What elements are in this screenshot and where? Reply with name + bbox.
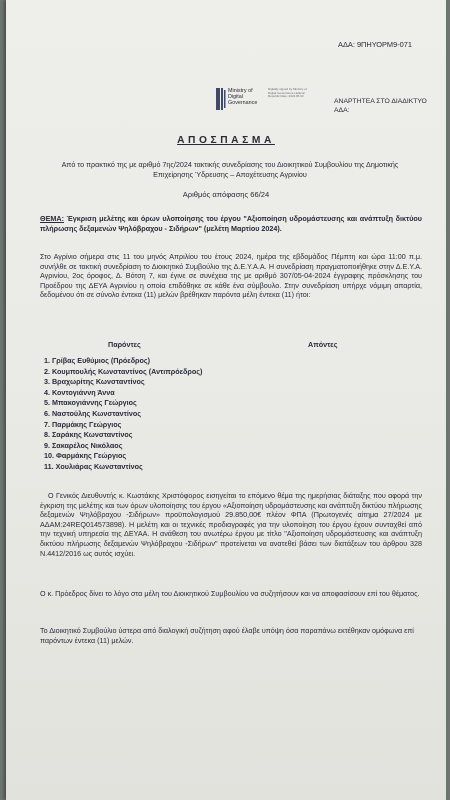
list-item: 1. Γρίβας Ευθύμιος (Πρόεδρος) xyxy=(44,356,151,365)
list-item: 4. Κοντογιάννη Άννα xyxy=(44,387,115,397)
posting-stamp: ΑΝΑΡΤΗΤΕΑ ΣΤΟ ΔΙΑΔΙΚΤΥΟ ΑΔΑ: xyxy=(334,98,427,114)
subject-label: ΘΕΜΑ: xyxy=(40,214,64,223)
absent-header: Απόντες xyxy=(308,340,338,349)
present-members-list xyxy=(44,356,202,473)
document-page xyxy=(6,0,446,800)
ministry-emblem-icon xyxy=(216,88,226,110)
list-item: 9. Σακαρέλος Νικόλαος xyxy=(44,440,123,450)
list-item: 3. Βραχωρίτης Κωνσταντίνος xyxy=(44,377,145,387)
intro-text: Από το πρακτικό της με αριθμό 7ης/2024 τακτικής συνεδρίασης του Διοικητικού Συμβουλίου της Δημοτικής Επιχείρησης Ύδρευσης – Αποχέτευσης Αγρινίου xyxy=(61,160,399,179)
list-item: 2. Κουμπουλής Κωνσταντίνος (Αντιπρόεδρος) xyxy=(44,366,203,376)
list-item: 6. Ναστούλης Κωνσταντίνος xyxy=(44,408,141,418)
decision-paragraph: Το Διοικητικό Συμβούλιο ύστερα από διαλογική συζήτηση αφού έλαβε υπόψη όσα παραπάνω εκτέθηκαν ομόφωνα επί παρόντων έντεκα (11) μελών. xyxy=(40,626,414,645)
subject-line xyxy=(40,214,422,233)
discussion-paragraph: Ο κ. Πρόεδρος δίνει το λόγο στα μέλη του Διοικητικού Συμβουλίου να συζητήσουν και να αποφασίσουν επί του θέματος. xyxy=(40,589,420,598)
list-item: 8. Σαράκης Κωνσταντίνος xyxy=(44,430,133,440)
decision-number: Αριθμός απόφασης 66/24 xyxy=(182,190,270,199)
subject-text: Έγκριση μελέτης και όρων υλοποίησης του έργου "Αξιοποίηση υδρομάστευσης και ανάπτυξη δικτύου πλήρωσης δεξαμενών Ψηλόβραχου - Σιδήρων" (μελέτη Μαρτίου 2024). xyxy=(40,214,422,233)
proposal-paragraph: Ο Γενικός Διευθυντής κ. Κωστάκης Χριστόφορος εισηγείται το επόμενο θέμα της ημερήσιας διάταξης που αφορά την έγκριση της μελέτης και των όρων υλοποίησης του έργου «Αξιοποίηση υδρομάστευσης και ανάπτυξη δικτύου πλήρωσης δεξαμενών Ψηλόβραχου -Σιδήρων» προϋπολογισμού 29.850,00€ πλέον ΦΠΑ (Πρωτογενές αίτημα 27/2024 με ΑΔΑΜ:24REQ014573898). Η μελέτη και οι τεχνικές προδιαγραφές για την υλοποίηση του έργου έχουν συνταχθεί από την τεχνική υπηρεσία της ΔΕΥΑΑ. Η ανάθεση του ανωτέρω έργου με τίτλο "Αξιοποίηση υδρομάστευσης και ανάπτυξη δικτύου πλήρωσης δεξαμενών Ψηλόβραχου -Σιδήρων" προτείνεται να ανατεθεί βάσει των διατάξεων του άρθρου 328 Ν.4412/2016 ως αυτός ισχύει. xyxy=(40,491,422,558)
list-item: 10. Φαρμάκης Γεώργιος xyxy=(44,451,127,461)
document-title: ΑΠΟΣΠΑΣΜΑ xyxy=(177,135,275,146)
ada-code: ΑΔΑ: 9ΠΗΥΟΡΜ9-071 xyxy=(338,40,412,49)
present-header: Παρόντες xyxy=(108,340,141,349)
digital-signature-note: Digitally signed by Ministry of Digital Governance Hellenic Republic Date: 2024.05.03 xyxy=(268,87,307,99)
list-item: 11. Χουλιάρας Κωνσταντίνος xyxy=(44,461,143,471)
list-item: 5. Μπακογιάννης Γεώργιος xyxy=(44,398,137,408)
ministry-name: Ministry of Digital Governance xyxy=(228,88,258,107)
session-paragraph: Στο Αγρίνιο σήμερα στις 11 του μηνός Απριλίου του έτους 2024, ημέρα της εβδομάδος Πέμπτη και ώρα 11:00 π.μ. συνήλθε σε τακτική συνεδρίαση το Διοικητικό Συμβούλιο της Δ.Ε.Υ.Α.Α. Η συνεδρίαση πραγματοποιήθηκε στην Δ.Ε.Υ.Α. Αγρινίου, 2ος όροφος, Δ. Βότση 7, και έγινε σε συνέχεια της με αριθμό 307/05-04-2024 έγγραφης πρόσκλησης του Προέδρου της ΔΕΥΑ Αγρινίου η οποία επιδόθηκε σε κάθε ένα σύμβουλο. Στην συνεδρίαση υπήρχε νόμιμη απαρτία, δεδομένου ότι σε σύνολο έντεκα (11) μελών βρέθηκαν παρόντα μέλη έντεκα (11) ήτοι: xyxy=(40,252,422,300)
list-item: 7. Παρμάκης Γεώργιος xyxy=(44,419,122,429)
